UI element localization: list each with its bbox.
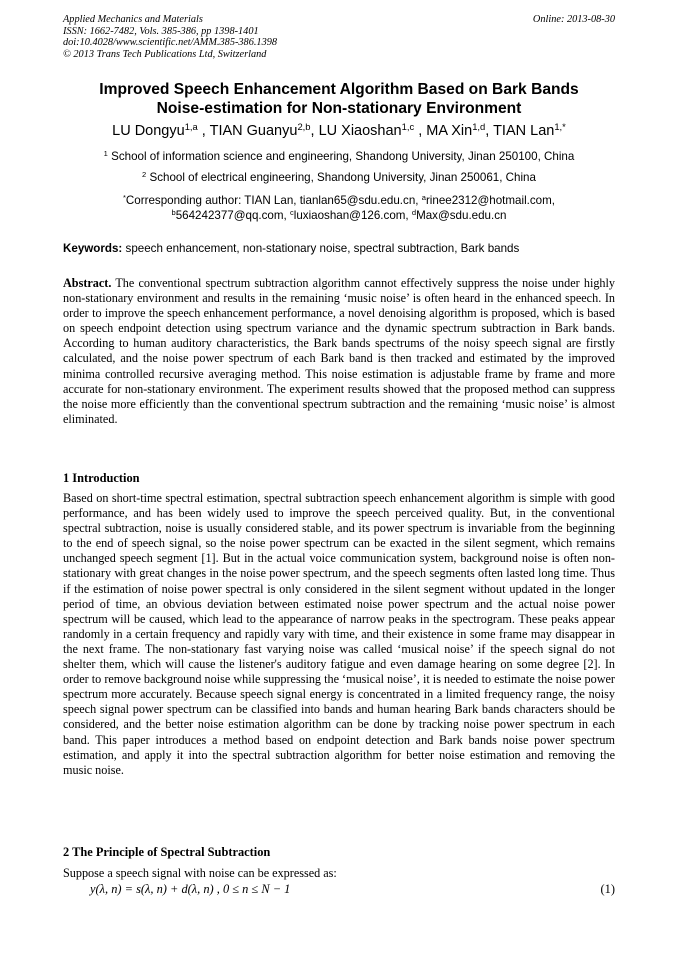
- correspondence: [20, 193, 658, 223]
- email-d: Max@sdu.edu.cn: [416, 209, 507, 222]
- abstract: [63, 276, 615, 427]
- email-marker: d: [411, 207, 417, 217]
- author-affiliation-marker: 1,a: [184, 120, 198, 132]
- author-name: TIAN Lan: [493, 123, 555, 139]
- section-heading: 2 The Principle of Spectral Subtraction: [63, 845, 271, 859]
- author-name: TIAN Guanyu: [209, 123, 298, 139]
- corresponding-author: Corresponding author: TIAN Lan, tianlan65@sdu.edu.cn,: [125, 194, 419, 207]
- email-marker: a: [421, 192, 426, 202]
- online-date: Online: 2013-08-30: [532, 14, 615, 25]
- author-affiliation-marker: 2,b: [297, 120, 311, 132]
- author-name: LU Xiaoshan: [318, 123, 402, 139]
- running-header: [63, 14, 615, 60]
- keywords: [63, 241, 615, 256]
- affiliation-2: [20, 170, 658, 185]
- copyright-line: © 2013 Trans Tech Publications Ltd, Switzerland: [63, 48, 267, 60]
- doi-line: doi:10.4028/www.scientific.net/AMM.385-386.1398: [63, 37, 278, 49]
- author-affiliation-marker: 1,c: [401, 120, 415, 132]
- keywords-label: Keywords:: [63, 242, 123, 255]
- email-marker: c: [289, 207, 294, 217]
- affiliation-text: School of electrical engineering, Shandong University, Jinan 250061, China: [149, 171, 536, 184]
- correspondence-line-2: [20, 208, 658, 223]
- affiliation-number: 2: [142, 169, 147, 179]
- spectral-subtraction-paragraph: Suppose a speech signal with noise can be expressed as:: [63, 866, 337, 880]
- author-list: LU Dongyu$^{1,a}$ , TIAN Guanyu$^{2,b}$, LU Xiaoshan$^{1,c}$ , MA Xin$^{1,d}$, TIAN Lan$^{1,*}$: [112, 120, 566, 139]
- author-name: MA Xin: [426, 123, 473, 139]
- email-c: luxiaoshan@126.com,: [293, 209, 409, 222]
- abstract-label: Abstract.: [63, 276, 112, 290]
- corresponding-marker: *: [122, 192, 126, 202]
- equation: y(λ, n) = s(λ, n) + d(λ, n) , 0 ≤ n ≤ N − 1: [90, 882, 291, 896]
- author-name: LU Dongyu: [112, 123, 185, 139]
- author-affiliation-marker: 1,*: [554, 120, 566, 132]
- email-b: 564242377@qq.com,: [175, 209, 287, 222]
- email-a: rinee2312@hotmail.com,: [425, 194, 555, 207]
- email-marker: b: [171, 207, 176, 217]
- affiliation-text: School of information science and engineering, Shandong University, Jinan 250100, China: [111, 150, 575, 163]
- abstract-text: The conventional spectrum subtraction algorithm cannot effectively suppress the noise under highly non-stationary environment and results in the remaining ‘music noise’ is often heard in the enhanced speech. In order to improve the speech enhancement performance, a novel denoising algorithm is proposed, which is based on speech endpoint detection using spectrum variance and the dynamic spectrum subtraction in Bark bands. According to human auditory characteristics, the Bark bands spectrums of the noisy speech signal are firstly calculated, and the noise power spectrum of each Bark band is then tracked and estimated by the improved minima controlled recursive averaging method. This noise estimation is adjustable frame by frame and more accurate for non-stationary environment. The experiment results showed that the proposed method can suppress the noise more efficiently than the conventional spectrum subtraction and the remaining ‘music noise’ is almost eliminated.: [63, 276, 616, 426]
- introduction-paragraph: Based on short-time spectral estimation, spectral subtraction speech enhancement algorithm is simple with good performance, and has been widely used to improve the speech perceived quality. But, in the conventional spectral subtraction, noise is usually considered stable, and its power spectrum is invariable from the beginning to the end of speech signal, so the noise power spectrum can be exacted in the silent segment, which remains unchanged speech segment [1]. But in the actual voice communication system, background noise is often non-stationary with great changes in the noise power spectrum, and the speech segments often lasted long time. Thus if the estimation of noise power spectral is only considered in the silent segment without updated in the longer period of time, an obvious deviation between estimated noise power spectrum and the actual noise power spectrum will be caused, which lead to the appearance of narrow peaks in the spectrogram. These peaks appear randomly in a certain frequency and rapidly vary with time, and their existence in some frame may disappear in the next frame. The non-stationary fast varying noise was called ‘musical noise’ if the speech signal do not shelter them, which will cause the listener's auditory fatigue and even damage hearing on some degree [2]. In order to remove background noise while suppressing the ‘musical noise’, it is needed to estimate the noise power spectrum more accurately. Because speech signal energy is concentrated in a limited frequency range, the noisy speech signal power spectrum can be classified into bands and human hearing Bark bands characters should be considered, and the better noise estimation algorithm can be done by tracking noise power spectrum in each band. This paper introduces a method based on endpoint detection and Bark bands noise power spectrum estimation, and apply it into the spectral subtraction algorithm for better noise estimation and removing the music noise.: [63, 491, 615, 777]
- author-affiliation-marker: 1,d: [472, 120, 486, 132]
- paper-title: [40, 80, 638, 118]
- correspondence-line-1: [20, 193, 658, 208]
- affiliation-1: [20, 149, 658, 164]
- affiliation-number: 1: [103, 148, 108, 158]
- title-line-1: Improved Speech Enhancement Algorithm Based on Bark Bands: [99, 81, 579, 98]
- section-heading: 1 Introduction: [63, 471, 140, 485]
- equation-number: (1): [600, 882, 615, 896]
- issn-line: ISSN: 1662-7482, Vols. 385-386, pp 1398-1401: [63, 25, 259, 37]
- journal-name: Applied Mechanics and Materials: [63, 14, 203, 25]
- title-line-2: Noise-estimation for Non-stationary Environment: [156, 100, 522, 117]
- keywords-text: speech enhancement, non-stationary noise, spectral subtraction, Bark bands: [125, 242, 520, 255]
